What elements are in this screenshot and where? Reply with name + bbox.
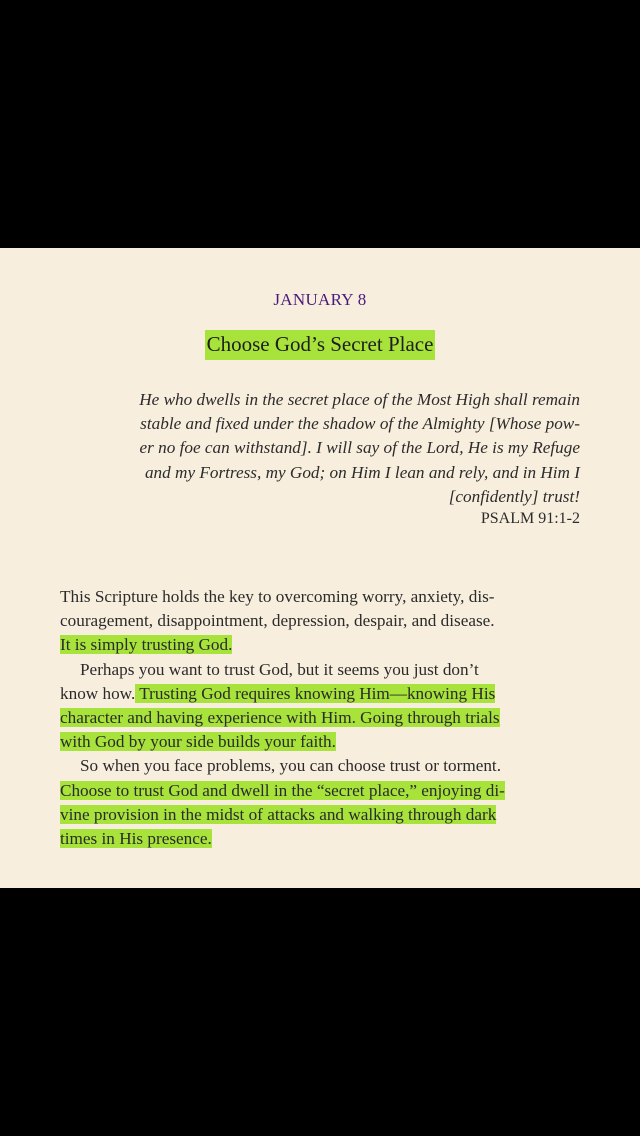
- body-text-segment[interactable]: know how.: [60, 683, 136, 703]
- body-line[interactable]: So when you face problems, you can choose trust or torment.: [80, 756, 501, 776]
- body-text: [60, 585, 580, 851]
- highlighted-text[interactable]: with God by your side builds your faith.: [60, 732, 336, 752]
- body-line: [60, 706, 580, 730]
- page-title[interactable]: Choose God’s Secret Place: [205, 330, 436, 360]
- body-line: [60, 779, 580, 803]
- scripture-line[interactable]: He who dwells in the secret place of the Most High shall remain: [139, 390, 580, 409]
- highlighted-text[interactable]: times in His presence.: [60, 828, 212, 848]
- highlighted-text[interactable]: It is simply trusting God.: [60, 635, 233, 655]
- body-line: [60, 803, 580, 827]
- devotional-date: JANUARY 8: [273, 290, 367, 309]
- book-page: [0, 248, 640, 888]
- scripture-quote: [60, 388, 580, 509]
- body-line: [60, 827, 580, 851]
- body-line: [60, 633, 580, 657]
- scripture-reference: PSALM 91:1-2: [480, 510, 580, 527]
- highlighted-text[interactable]: character and having experience with Him. Going through trials: [60, 707, 500, 727]
- body-line[interactable]: Perhaps you want to trust God, but it seems you just don’t: [80, 659, 479, 679]
- highlighted-text[interactable]: vine provision in the midst of attacks and walking through dark: [60, 804, 497, 824]
- body-line[interactable]: couragement, disappointment, depression, despair, and disease.: [60, 611, 495, 631]
- body-line: [60, 730, 580, 754]
- scripture-line[interactable]: stable and fixed under the shadow of the Almighty [Whose pow-: [140, 414, 580, 434]
- body-line[interactable]: This Scripture holds the key to overcoming worry, anxiety, dis-: [60, 587, 495, 606]
- highlighted-text[interactable]: Trusting God requires knowing Him—knowing His: [135, 683, 496, 703]
- scripture-line[interactable]: and my Fortress, my God; on Him I lean and rely, and in Him I: [144, 462, 580, 482]
- body-line: [60, 682, 580, 706]
- highlighted-text[interactable]: Choose to trust God and dwell in the “secret place,” enjoying di-: [60, 780, 505, 800]
- scripture-line[interactable]: er no foe can withstand]. I will say of the Lord, He is my Refuge: [139, 438, 580, 458]
- title-container: [0, 330, 640, 360]
- scripture-line[interactable]: [confidently] trust!: [448, 486, 580, 506]
